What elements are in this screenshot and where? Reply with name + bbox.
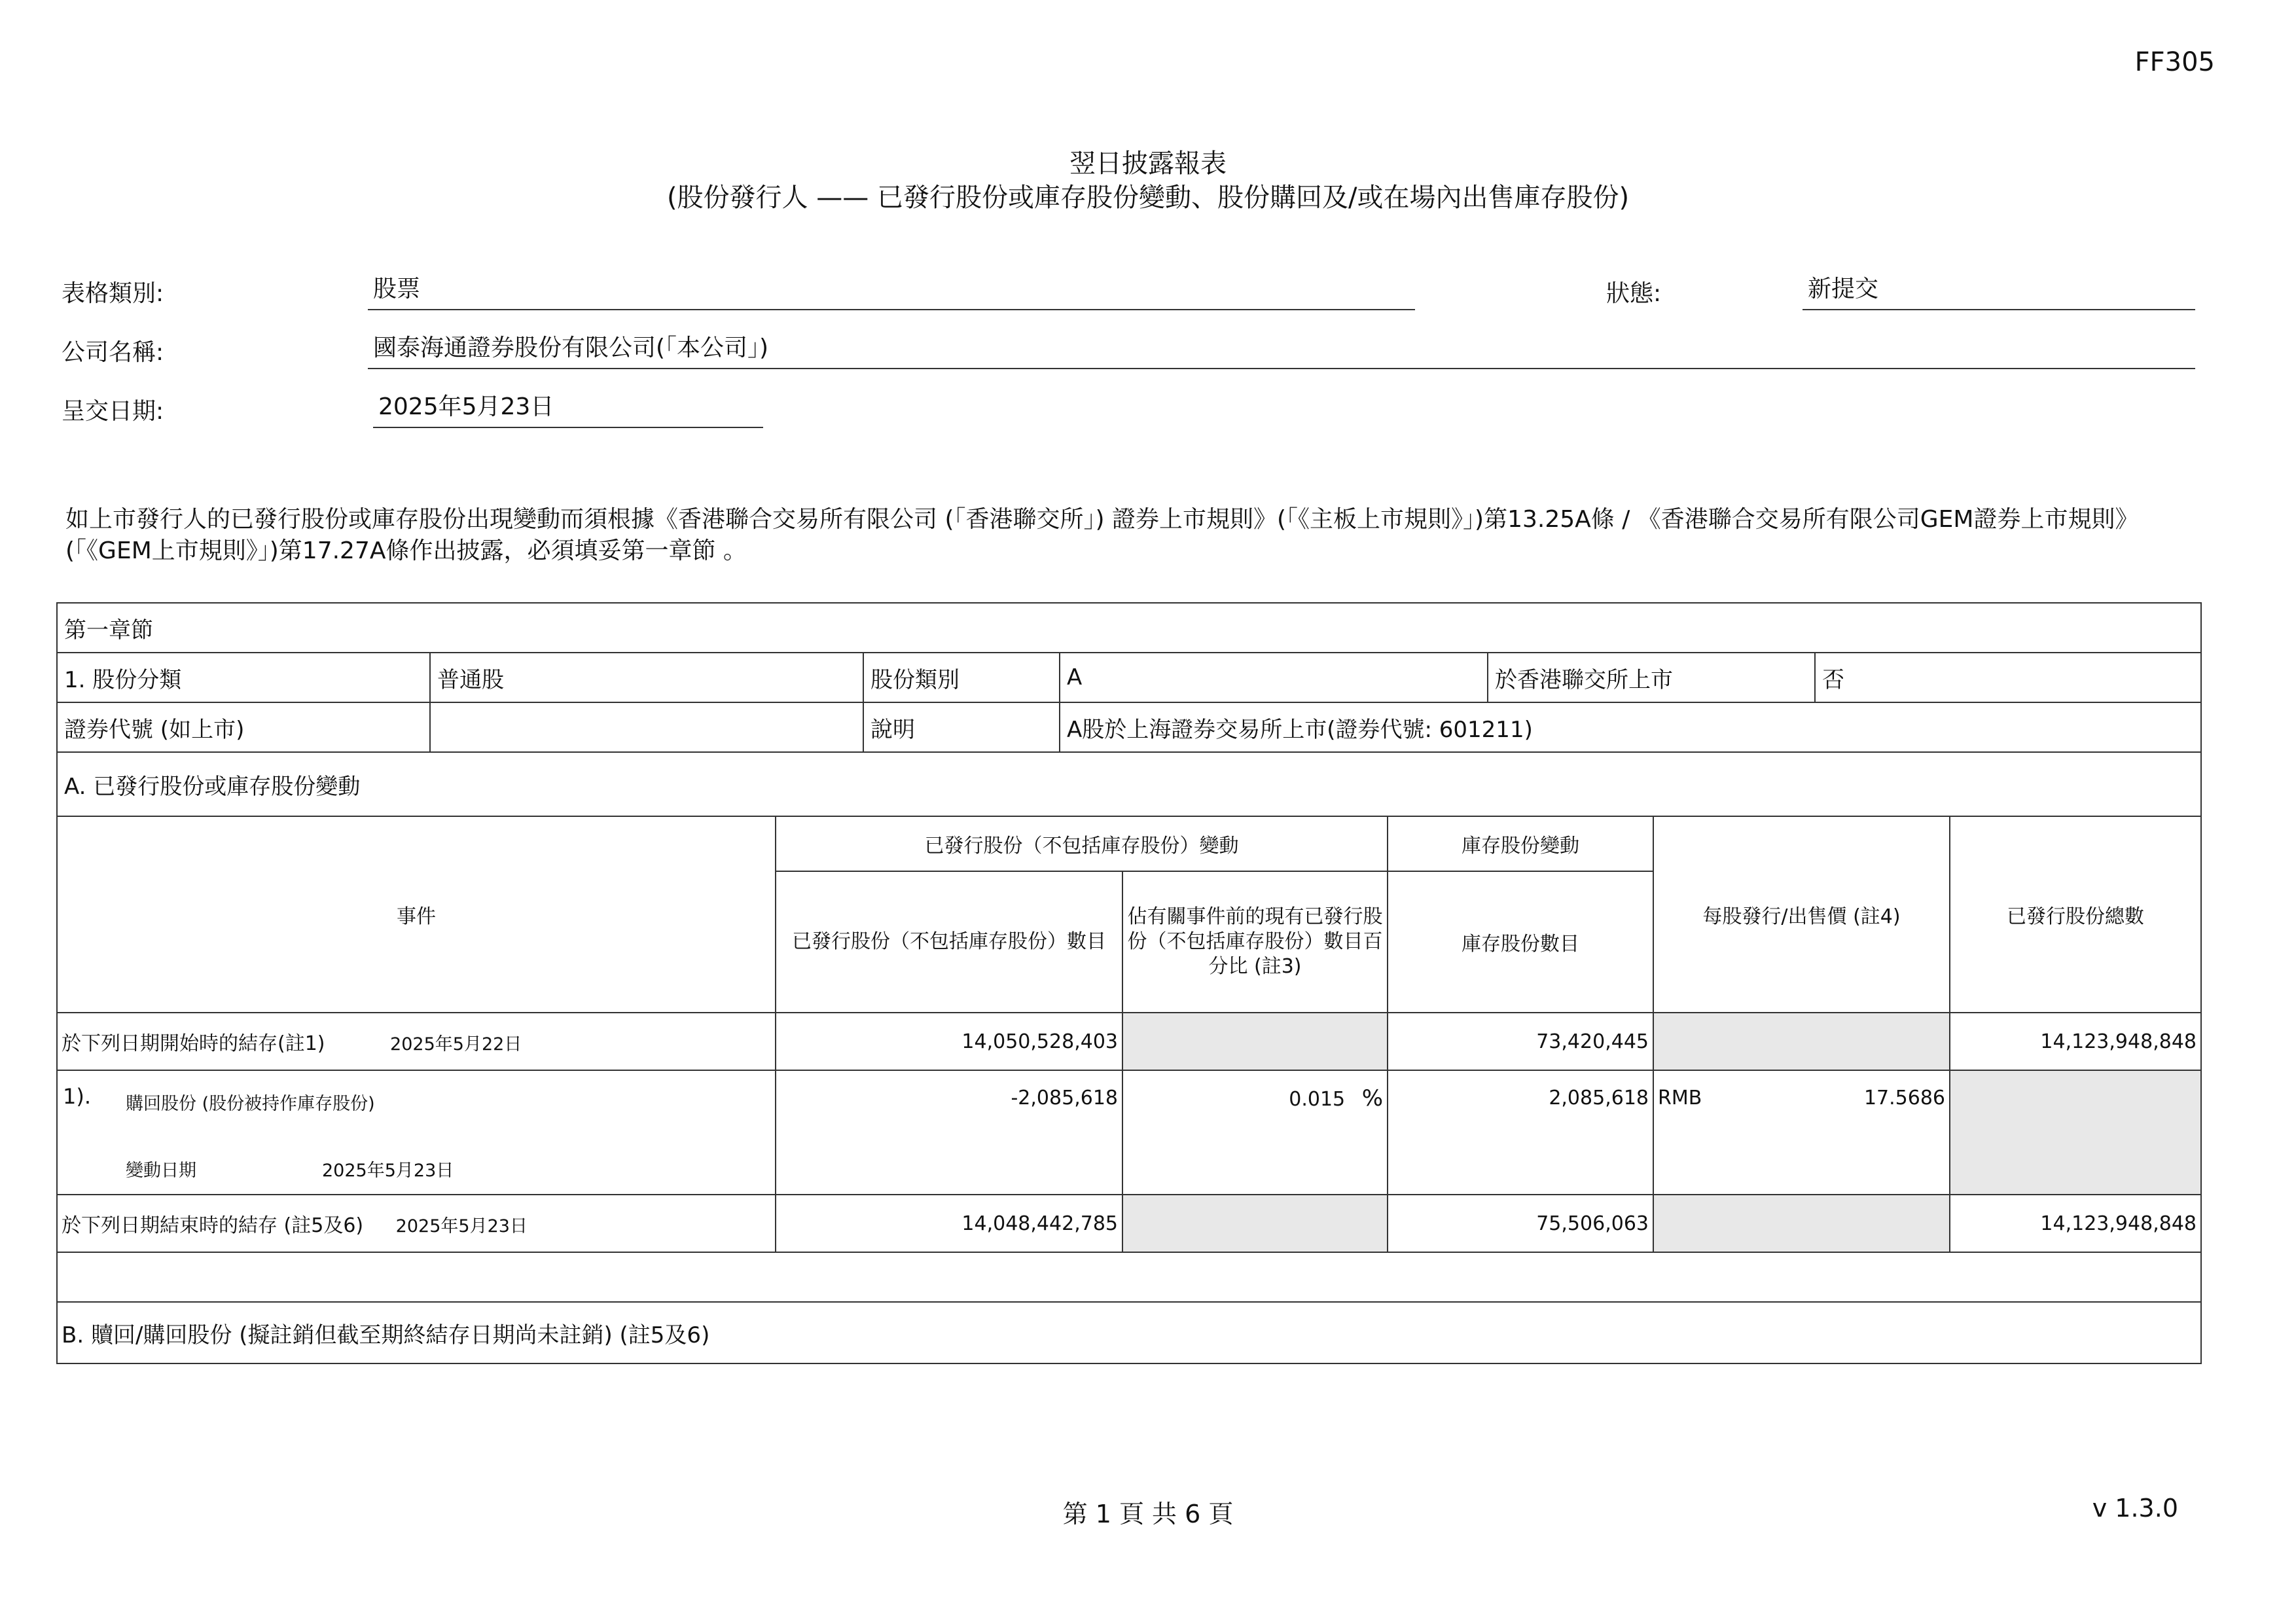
page-subtitle: (股份發行人 —— 已發行股份或庫存股份變動、股份購回及/或在場內出售庫存股份) xyxy=(666,183,1630,213)
page-number: 第 1 頁 共 6 頁 xyxy=(1062,1500,1234,1528)
closing-balance-label: 於下列日期結束時的結存 (註5及6) xyxy=(62,1214,364,1237)
company-label: 公司名稱: xyxy=(62,339,164,366)
event-row xyxy=(57,1070,2201,1195)
closing-pct-empty xyxy=(1122,1195,1388,1252)
header-issued-count: 已發行股份（不包括庫存股份）數目 xyxy=(776,871,1122,1013)
closing-issued: 14,048,442,785 xyxy=(776,1195,1122,1252)
event-currency: RMB xyxy=(1658,1087,1702,1110)
event-treasury: 2,085,618 xyxy=(1388,1070,1653,1195)
opening-balance-label: 於下列日期開始時的結存(註1) xyxy=(62,1032,325,1055)
closing-price-empty xyxy=(1653,1195,1950,1252)
change-date-label: 變動日期 xyxy=(126,1161,196,1181)
form-type-value: 股票 xyxy=(368,275,1415,310)
header-treasury-group: 庫存股份變動 xyxy=(1388,816,1653,871)
submission-date-label: 呈交日期: xyxy=(62,398,164,425)
stock-code-label: 證券代號 (如上市) xyxy=(57,702,430,752)
header-issued-group: 已發行股份（不包括庫存股份）變動 xyxy=(776,816,1388,871)
blank-row xyxy=(57,1252,2201,1302)
stock-code-value xyxy=(430,702,863,752)
event-price: 17.5686 xyxy=(1863,1087,1945,1110)
opening-total: 14,123,948,848 xyxy=(1950,1013,2201,1070)
opening-treasury: 73,420,445 xyxy=(1388,1013,1653,1070)
section1-table xyxy=(56,602,2202,817)
change-date-value: 2025年5月23日 xyxy=(322,1161,454,1181)
event-cell xyxy=(57,1070,776,1195)
opening-balance-date: 2025年5月22日 xyxy=(390,1034,522,1055)
company-value: 國泰海通證券股份有限公司(「本公司」) xyxy=(368,334,2195,369)
opening-pct-empty xyxy=(1122,1013,1388,1070)
submission-date-value: 2025年5月23日 xyxy=(373,393,763,428)
event-total-empty xyxy=(1950,1070,2201,1195)
header-issued-pct: 佔有關事件前的現有已發行股份（不包括庫存股份）數目百分比 (註3) xyxy=(1122,871,1388,1013)
share-class-label: 1. 股份分類 xyxy=(57,653,430,702)
opening-balance-cell xyxy=(57,1013,776,1070)
header-price: 每股發行/出售價 (註4) xyxy=(1653,816,1950,1013)
sectionA-table xyxy=(56,816,2202,1364)
share-class-value: 普通股 xyxy=(430,653,863,702)
header-event: 事件 xyxy=(57,816,776,1013)
closing-balance-date: 2025年5月23日 xyxy=(395,1216,528,1236)
event-pct: 0.015 xyxy=(1289,1088,1346,1111)
header-total: 已發行股份總數 xyxy=(1950,816,2201,1013)
share-type-label: 股份類別 xyxy=(863,653,1060,702)
event-pct-unit: % xyxy=(1361,1085,1383,1111)
hk-listed-label: 於香港聯交所上市 xyxy=(1488,653,1815,702)
event-issued: -2,085,618 xyxy=(776,1070,1122,1195)
document-code: FF305 xyxy=(2134,47,2215,77)
closing-treasury: 75,506,063 xyxy=(1388,1195,1653,1252)
form-type-label: 表格類別: xyxy=(62,280,164,307)
header-treasury-count: 庫存股份數目 xyxy=(1388,871,1653,1013)
opening-balance-row xyxy=(57,1013,2201,1070)
closing-total: 14,123,948,848 xyxy=(1950,1195,2201,1252)
opening-price-empty xyxy=(1653,1013,1950,1070)
closing-balance-cell xyxy=(57,1195,776,1252)
event-price-cell xyxy=(1653,1070,1950,1195)
status-value: 新提交 xyxy=(1803,275,2195,310)
sectionA-title: A. 已發行股份或庫存股份變動 xyxy=(57,752,2201,816)
status-label: 狀態: xyxy=(1606,280,1662,307)
share-type-value: A xyxy=(1060,653,1488,702)
opening-issued: 14,050,528,403 xyxy=(776,1013,1122,1070)
page-title: 翌日披露報表 xyxy=(1069,149,1227,179)
event-pct-cell xyxy=(1122,1070,1388,1195)
closing-balance-row xyxy=(57,1195,2201,1252)
version-label: v 1.3.0 xyxy=(2092,1494,2178,1523)
sectionB-title: B. 贖回/購回股份 (擬註銷但截至期終結存日期尚未註銷) (註5及6) xyxy=(57,1302,2201,1363)
event-number: 1). xyxy=(63,1084,92,1109)
event-description: 購回股份 (股份被持作庫存股份) xyxy=(126,1094,375,1114)
description-value: A股於上海證券交易所上市(證券代號: 601211) xyxy=(1060,702,2201,752)
hk-listed-value: 否 xyxy=(1815,653,2201,702)
intro-paragraph: 如上市發行人的已發行股份或庫存股份出現變動而須根據《香港聯合交易所有限公司 (「香港聯交所」) 證券上市規則》(「《主板上市規則》」)第13.25A條 / 《香港聯合交易所有限公司GEM證券上市規則》(「《GEM上市規則》」)第17.27A條作出披露，必須填妥第一章節 。 xyxy=(65,506,2139,564)
description-label: 說明 xyxy=(863,702,1060,752)
section1-title: 第一章節 xyxy=(57,603,2201,653)
